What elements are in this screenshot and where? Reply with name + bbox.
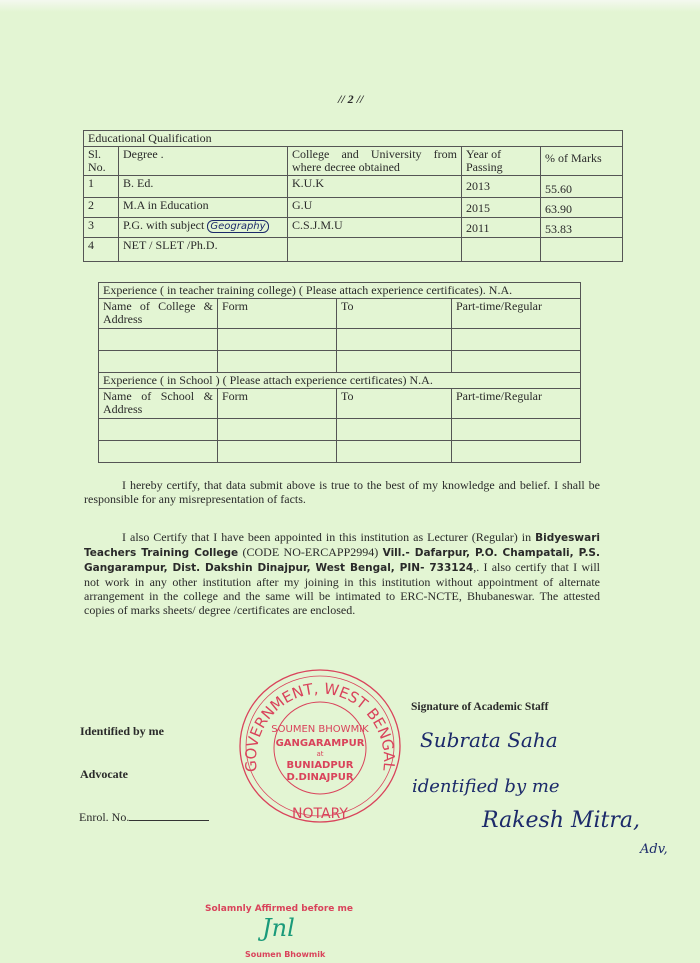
identified-by-label: Identified by me [80,724,164,738]
degree-text: P.G. with subject [123,218,205,232]
experience-school-caption: Experience ( in School ) ( Please attach experience certificates) N.A. [99,373,581,389]
page-number: // 2 // [338,92,364,106]
stamp-line-4: BUNIADPUR [286,760,354,771]
cell-degree [119,218,288,238]
handwritten-note-name: Rakesh Mitra, [482,808,641,833]
handwritten-note-adv: Adv, [640,842,668,857]
cell-college: C.S.J.M.U [288,218,462,238]
col-header-school-name: Name of School & Address [99,389,218,419]
declaration-paragraph-2: I also Certify that I have been appointed in this institution as Lecturer (Regular) in Bidyeswari Teachers Training College (CODE NO-ERCAPP2994) Vill.- Dafarpur, P.O. Champatali, P.S. Gangarampur, Dist. Dakshin Dinajpur, West Bengal, PIN- 733124,. I also certify that I will not work in any other institution after my joining in this institution without appointment of alternate arrangement in the college and the same will be intimated to ERC-NCTE, Bhubaneswar. The attested copies of marks sheets/ degree /certificates are enclosed. [84,530,601,617]
stamp-outer-text: GOVERNMENT, WEST BENGAL [241,679,399,773]
scan-top-edge [0,0,700,12]
staff-signature: Subrata Saha [420,728,558,752]
col-header-part-time: Part-time/Regular [452,299,581,329]
col-header-sl: Sl. No. [84,147,119,176]
cell-degree: M.A in Education [119,198,288,218]
col-header-to: To [337,299,452,329]
education-table [83,130,623,262]
cell-year: 2015 [462,198,541,218]
cell-marks: 63.90 [541,198,623,218]
handwritten-note-identified: identified by me [412,776,560,797]
table-row [84,218,623,238]
stamp-line-3: at [316,750,324,758]
signature-label: Signature of Academic Staff [411,701,549,713]
education-caption: Educational Qualification [84,131,623,147]
col-header-from: Form [218,299,337,329]
notary-stamp [236,666,404,826]
cell-college: G.U [288,198,462,218]
table-row [99,329,581,351]
stamp-line-1: SOUMEN BHOWMIK [271,724,369,735]
stamp-line-2: GANGARAMPUR [275,738,365,749]
col-header-from: Form [218,389,337,419]
affirmation-text: Solamnly Affirmed before me [205,904,353,914]
cell-degree: B. Ed. [119,176,288,198]
table-row [84,198,623,218]
col-header-college: College and University from where decree obtained [288,147,462,176]
col-header-year: Year of Passing [462,147,541,176]
stamp-notary-text: NOTARY [292,806,348,822]
college-name: Bidyeswari Teachers Training College [84,532,600,559]
notary-signature: Jnl [262,914,295,942]
stamp-line-5: D.DINAJPUR [286,772,354,783]
handwritten-subject: Geography [207,220,268,233]
declaration-paragraph-1: I hereby certify, that data submit above is true to the best of my knowledge and belief. I shall be responsible for any misrepresentation of facts. [84,478,600,506]
col-header-marks: % of Marks [541,147,623,176]
experience-college-header-row [99,299,581,329]
enrol-no-field: Enrol. No. [79,810,209,825]
experience-table [98,282,581,463]
table-row [99,441,581,463]
col-header-part-time: Part-time/Regular [452,389,581,419]
col-header-college-name: Name of College & Address [99,299,218,329]
col-header-to: To [337,389,452,419]
cell-college [288,238,462,262]
cell-college: K.U.K [288,176,462,198]
table-row [99,419,581,441]
cell-year: 2011 [462,218,541,238]
cell-year [462,238,541,262]
cell-marks: 55.60 [541,176,623,198]
experience-school-header-row [99,389,581,419]
table-row [84,238,623,262]
college-address: Vill.- Dafarpur, P.O. Champatali, P.S. Gangarampur, Dist. Dakshin Dinajpur, West Bengal, PIN- 733124 [84,547,600,574]
cell-marks [541,238,623,262]
cell-sl: 1 [84,176,119,198]
col-header-degree: Degree . [119,147,288,176]
table-row [84,176,623,198]
table-row [99,351,581,373]
cell-year: 2013 [462,176,541,198]
cell-sl: 2 [84,198,119,218]
notary-name: Soumen Bhowmik [245,950,326,959]
education-header-row [84,147,623,176]
cell-marks: 53.83 [541,218,623,238]
advocate-label: Advocate [80,767,128,781]
cell-degree: NET / SLET /Ph.D. [119,238,288,262]
experience-college-caption: Experience ( in teacher training college) ( Please attach experience certificates). N.A. [99,283,581,299]
cell-sl: 4 [84,238,119,262]
cell-sl: 3 [84,218,119,238]
